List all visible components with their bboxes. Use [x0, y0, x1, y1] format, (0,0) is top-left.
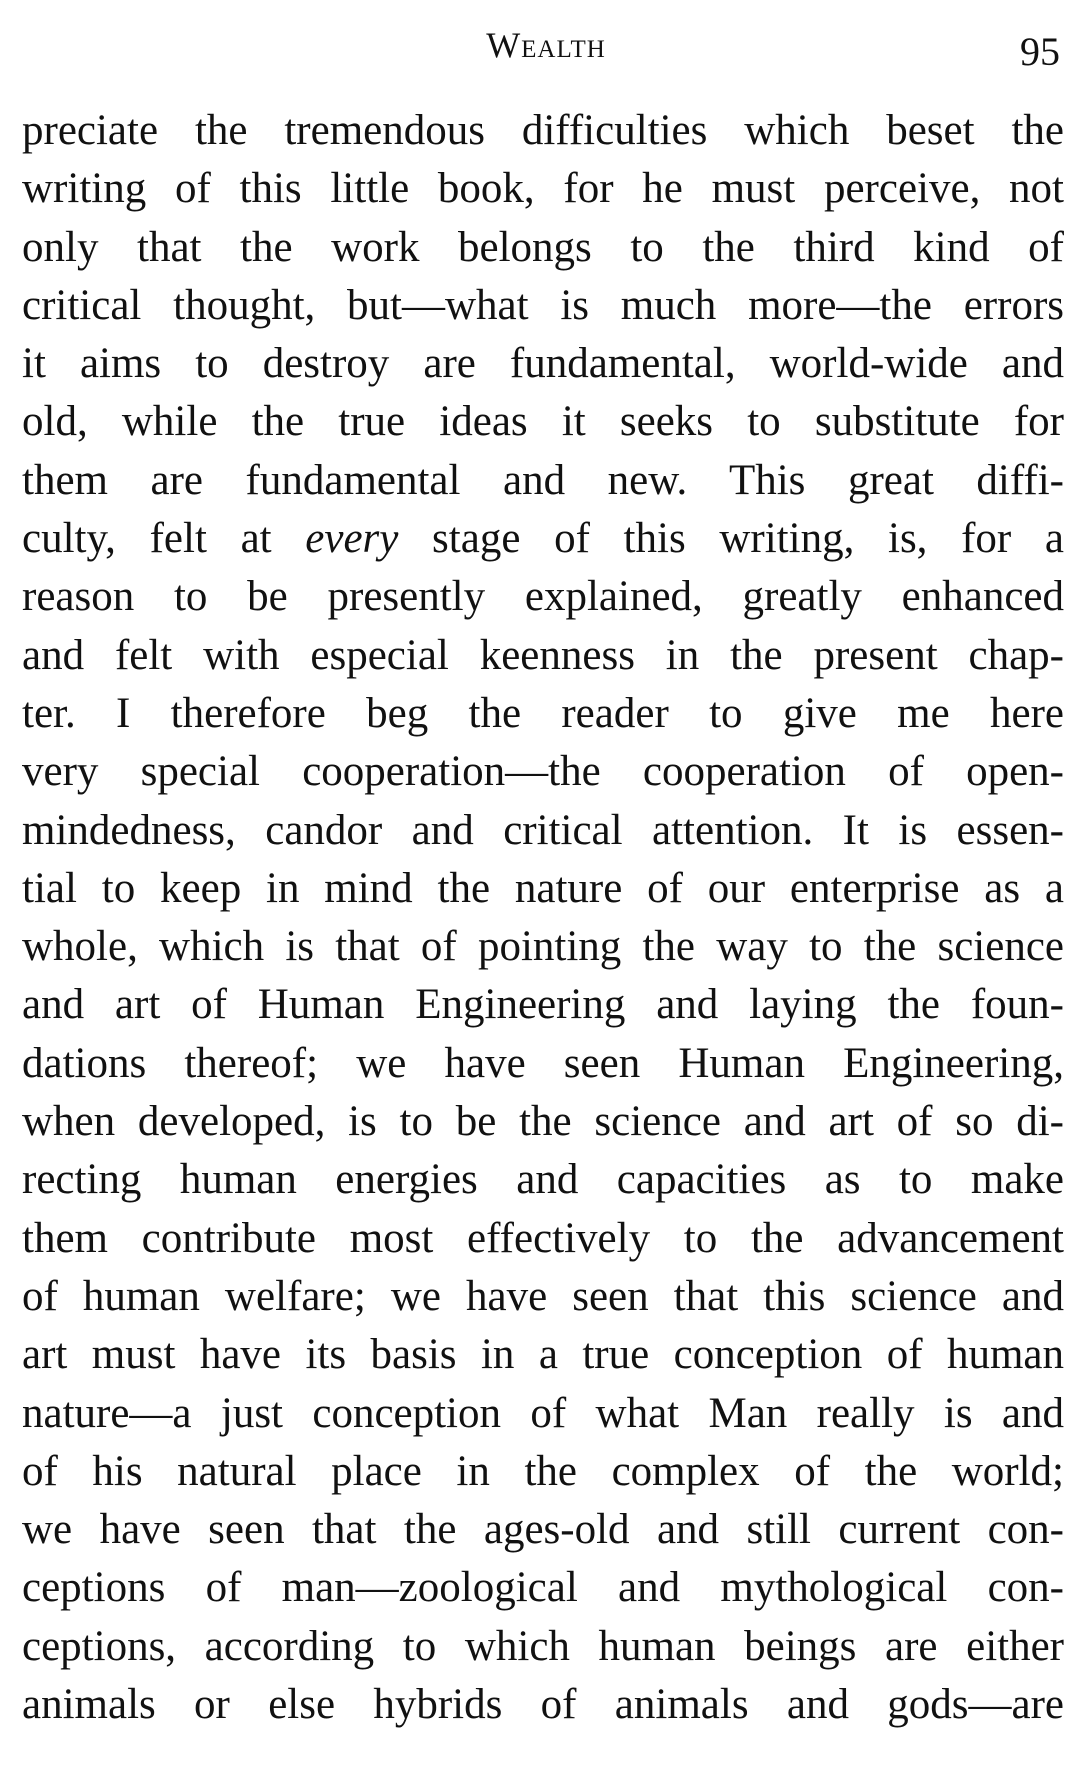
emphasized-word: every — [305, 515, 399, 563]
running-head — [0, 18, 1092, 78]
text-line: ter. I therefore beg the reader to give me here — [22, 689, 1064, 737]
text-line: mindedness, candor and critical attention. It is essen- — [22, 806, 1064, 854]
text-line: preciate the tremendous difficulties which beset the — [22, 107, 1064, 154]
text-line: of human welfare; we have seen that this science and — [22, 1272, 1064, 1320]
text-line: and art of Human Engineering and laying the foun- — [22, 981, 1064, 1029]
text-line-with-emphasis — [22, 510, 1064, 568]
text-line: critical thought, but—what is much more—the errors — [22, 281, 1064, 329]
text-line: it aims to destroy are fundamental, world-wide and — [22, 340, 1064, 388]
text-line: reason to be presently explained, greatly enhanced — [22, 573, 1064, 621]
text-line: we have seen that the ages-old and still current con- — [22, 1506, 1064, 1554]
body-text — [22, 102, 1064, 1734]
text-line: recting human energies and capacities as to make — [22, 1156, 1064, 1204]
text-line: them contribute most effectively to the advancement — [22, 1214, 1064, 1262]
text-line: when developed, is to be the science and art of so di- — [22, 1098, 1064, 1146]
text-line: tial to keep in mind the nature of our enterprise as a — [22, 864, 1064, 912]
text-segment: stage of this writing, is, for a — [398, 515, 1064, 563]
running-title: Wealth — [486, 25, 606, 65]
text-line: dations thereof; we have seen Human Engineering, — [22, 1039, 1064, 1087]
text-line: writing of this little book, for he must perceive, not — [22, 165, 1064, 213]
text-segment: culty, felt at — [22, 515, 306, 563]
text-line: old, while the true ideas it seeks to substitute for — [22, 398, 1064, 446]
text-line: nature—a just conception of what Man really is and — [22, 1389, 1064, 1437]
text-line: of his natural place in the complex of the world; — [22, 1447, 1064, 1495]
text-line: animals or else hybrids of animals and gods—are — [22, 1681, 1064, 1729]
text-line: art must have its basis in a true conception of human — [22, 1331, 1064, 1379]
text-line: ceptions of man—zoological and mythological con- — [22, 1564, 1064, 1612]
text-line: and felt with especial keenness in the present chap- — [22, 631, 1064, 679]
text-line: ceptions, according to which human beings are either — [22, 1622, 1064, 1670]
text-line: whole, which is that of pointing the way to the science — [22, 923, 1064, 971]
text-line: only that the work belongs to the third kind of — [22, 223, 1064, 271]
text-line: them are fundamental and new. This great diffi- — [22, 456, 1064, 504]
page-number: 95 — [1020, 29, 1060, 74]
text-line: very special cooperation—the cooperation of open- — [22, 748, 1064, 796]
